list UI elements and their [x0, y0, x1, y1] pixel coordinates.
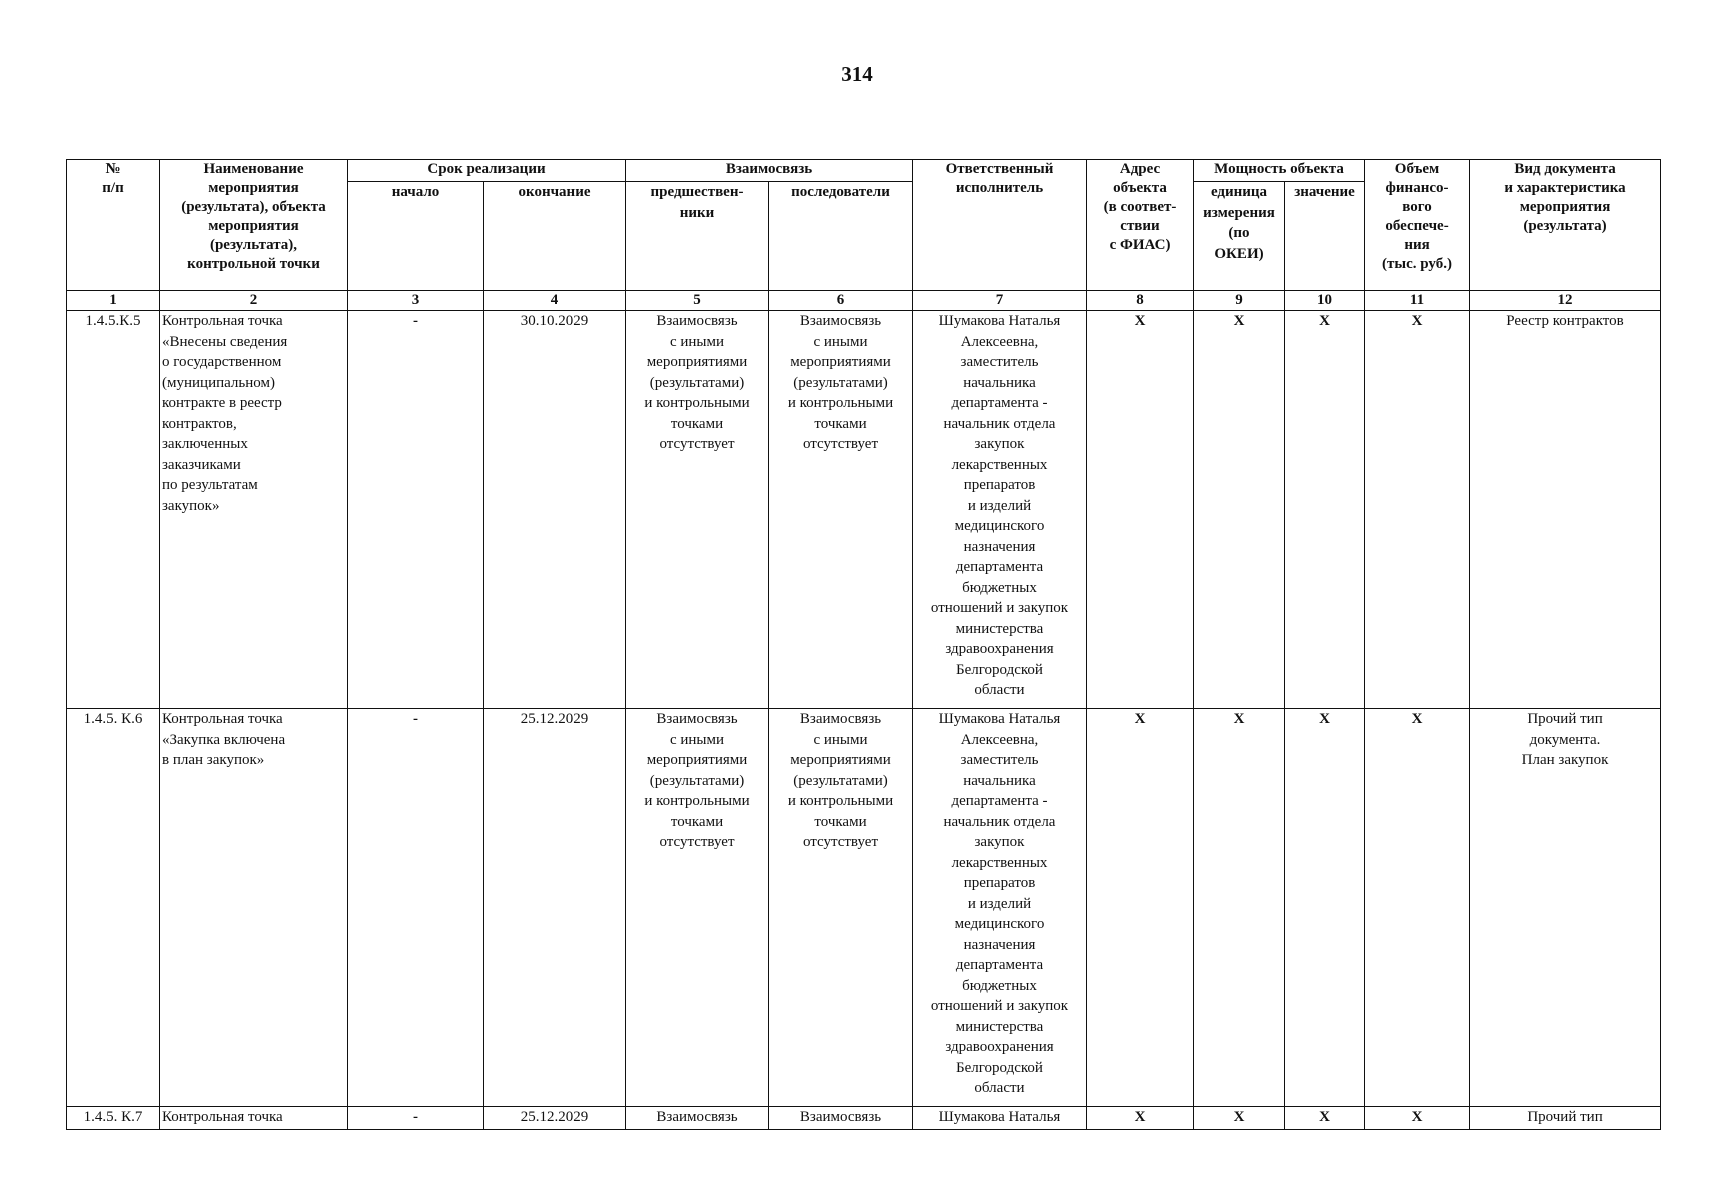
header-link-group: Взаимосвязь [626, 160, 913, 182]
row-followers: Взаимосвязь с иными мероприятиями (результатами) и контрольными точками отсутствует [769, 311, 913, 709]
header-finance: Объем финансо- вого обеспече- ния (тыс. руб.) [1365, 160, 1470, 291]
row-name: Контрольная точка «Закупка включена в план закупок» [160, 709, 348, 1107]
row-finance: Х [1365, 709, 1470, 1107]
row-address: Х [1087, 1107, 1194, 1130]
row-followers: Взаимосвязь с иными мероприятиями (результатами) и контрольными точками отсутствует [769, 709, 913, 1107]
column-number: 6 [769, 291, 913, 311]
header-unit: единица измерения (по ОКЕИ) [1194, 182, 1285, 291]
column-number: 8 [1087, 291, 1194, 311]
header-followers: последователи [769, 182, 913, 291]
row-doc-type: Реестр контрактов [1470, 311, 1661, 709]
header-value: значение [1285, 182, 1365, 291]
row-start: - [348, 709, 484, 1107]
row-responsible: Шумакова Наталья Алексеевна, заместитель начальника департамента - начальник отдела закупок лекарственных препаратов и изделий медицинского назначения департамента бюджетных отношений и закупок министерства здравоохранения Белгородской области [913, 709, 1087, 1107]
row-start: - [348, 1107, 484, 1130]
column-number: 9 [1194, 291, 1285, 311]
row-predecessors: Взаимосвязь с иными мероприятиями (результатами) и контрольными точками отсутствует [626, 709, 769, 1107]
header-responsible: Ответственный исполнитель [913, 160, 1087, 291]
row-value: Х [1285, 709, 1365, 1107]
row-end: 25.12.2029 [484, 1107, 626, 1130]
column-number: 7 [913, 291, 1087, 311]
row-responsible: Шумакова Наталья [913, 1107, 1087, 1130]
column-numbers-row [67, 291, 1661, 311]
column-number: 1 [67, 291, 160, 311]
row-id: 1.4.5. К.6 [67, 709, 160, 1107]
header-name: Наименование мероприятия (результата), объекта мероприятия (результата), контрольной точки [160, 160, 348, 291]
row-doc-type: Прочий тип [1470, 1107, 1661, 1130]
column-number: 11 [1365, 291, 1470, 311]
header-address: Адрес объекта (в соответ- ствии с ФИАС) [1087, 160, 1194, 291]
header-row-groups [67, 160, 1661, 182]
column-number: 4 [484, 291, 626, 311]
row-unit: Х [1194, 311, 1285, 709]
column-number: 3 [348, 291, 484, 311]
header-number: № п/п [67, 160, 160, 291]
column-number: 12 [1470, 291, 1661, 311]
row-end: 30.10.2029 [484, 311, 626, 709]
row-unit: Х [1194, 709, 1285, 1107]
row-doc-type: Прочий тип документа. План закупок [1470, 709, 1661, 1107]
row-responsible: Шумакова Наталья Алексеевна, заместитель начальника департамента - начальник отдела закупок лекарственных препаратов и изделий медицинского назначения департамента бюджетных отношений и закупок министерства здравоохранения Белгородской области [913, 311, 1087, 709]
column-number: 5 [626, 291, 769, 311]
row-name: Контрольная точка [160, 1107, 348, 1130]
page-number: 314 [841, 62, 873, 86]
row-finance: Х [1365, 1107, 1470, 1130]
table-row [67, 311, 1661, 709]
row-name: Контрольная точка «Внесены сведения о государственном (муниципальном) контракте в реестр контрактов, заключенных заказчиками по результатам закупок» [160, 311, 348, 709]
header-start: начало [348, 182, 484, 291]
row-followers: Взаимосвязь [769, 1107, 913, 1130]
row-address: Х [1087, 311, 1194, 709]
table-row [67, 709, 1661, 1107]
row-unit: Х [1194, 1107, 1285, 1130]
header-term-group: Срок реализации [348, 160, 626, 182]
row-value: Х [1285, 1107, 1365, 1130]
table-row [67, 1107, 1661, 1130]
header-doc-type: Вид документа и характеристика мероприятия (результата) [1470, 160, 1661, 291]
row-id: 1.4.5. К.7 [67, 1107, 160, 1130]
header-end: окончание [484, 182, 626, 291]
row-predecessors: Взаимосвязь с иными мероприятиями (результатами) и контрольными точками отсутствует [626, 311, 769, 709]
column-number: 2 [160, 291, 348, 311]
header-predecessors: предшествен- ники [626, 182, 769, 291]
row-end: 25.12.2029 [484, 709, 626, 1107]
row-finance: Х [1365, 311, 1470, 709]
row-start: - [348, 311, 484, 709]
row-address: Х [1087, 709, 1194, 1107]
row-id: 1.4.5.К.5 [67, 311, 160, 709]
column-number: 10 [1285, 291, 1365, 311]
row-value: Х [1285, 311, 1365, 709]
events-table [66, 159, 1661, 1130]
header-capacity-group: Мощность объекта [1194, 160, 1365, 182]
row-predecessors: Взаимосвязь [626, 1107, 769, 1130]
